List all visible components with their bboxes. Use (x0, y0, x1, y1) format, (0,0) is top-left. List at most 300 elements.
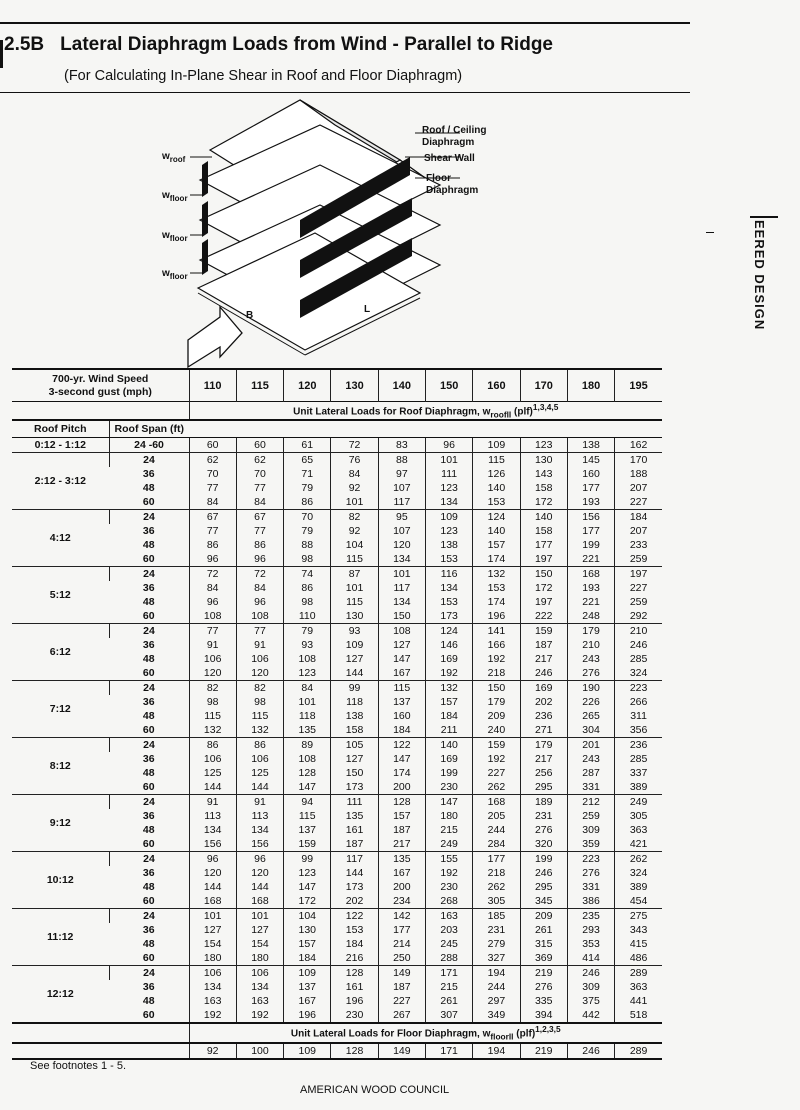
value-cell: 160 (378, 709, 425, 723)
value-cell: 120 (236, 866, 283, 880)
value-cell: 159 (520, 624, 567, 639)
value-cell: 128 (378, 795, 425, 810)
value-cell: 276 (520, 980, 567, 994)
value-cell: 140 (520, 510, 567, 525)
value-cell: 276 (567, 866, 614, 880)
value-cell: 84 (189, 581, 236, 595)
value-cell: 249 (426, 837, 473, 852)
value-cell: 70 (189, 467, 236, 481)
value-cell: 106 (189, 966, 236, 981)
value-cell: 250 (378, 951, 425, 966)
value-cell: 101 (189, 909, 236, 924)
value-cell: 86 (189, 538, 236, 552)
span-cell: 36 (142, 525, 155, 538)
table-row (12, 581, 662, 595)
value-cell: 216 (331, 951, 378, 966)
value-cell: 196 (331, 994, 378, 1008)
span-cell: 24 (109, 681, 189, 696)
value-cell: 79 (284, 524, 331, 538)
value-cell: 143 (520, 467, 567, 481)
pitch-cell: 4:12 (12, 510, 109, 567)
value-cell: 120 (378, 538, 425, 552)
value-cell: 60 (189, 438, 236, 453)
value-cell: 147 (426, 795, 473, 810)
value-cell: 217 (520, 652, 567, 666)
value-cell: 144 (189, 880, 236, 894)
value-cell: 153 (473, 581, 520, 595)
value-cell: 158 (331, 723, 378, 738)
value-cell: 486 (615, 951, 662, 966)
value-cell: 246 (520, 666, 567, 681)
floor-value-cell: 128 (331, 1043, 378, 1059)
value-cell: 227 (378, 994, 425, 1008)
value-cell: 159 (284, 837, 331, 852)
value-cell: 287 (567, 766, 614, 780)
value-cell: 169 (426, 752, 473, 766)
value-cell: 92 (331, 524, 378, 538)
value-cell: 144 (331, 866, 378, 880)
w-letter: w (162, 268, 170, 279)
floor-value-cell: 149 (378, 1043, 425, 1059)
value-cell: 454 (615, 894, 662, 909)
value-cell: 163 (236, 994, 283, 1008)
value-cell: 389 (615, 780, 662, 795)
value-cell: 98 (284, 595, 331, 609)
value-cell: 108 (236, 609, 283, 624)
value-cell: 135 (284, 723, 331, 738)
pitch-cell: 12:12 (12, 966, 109, 1024)
value-cell: 179 (567, 624, 614, 639)
value-cell: 79 (284, 481, 331, 495)
value-cell: 304 (567, 723, 614, 738)
value-cell: 192 (189, 1008, 236, 1023)
value-cell: 215 (426, 980, 473, 994)
value-cell: 101 (236, 909, 283, 924)
value-cell: 259 (615, 595, 662, 609)
wind-speed-label-1: 700-yr. Wind Speed (52, 372, 149, 385)
value-cell: 256 (520, 766, 567, 780)
value-cell: 84 (236, 581, 283, 595)
value-cell: 174 (473, 552, 520, 567)
speed-cell: 130 (331, 369, 378, 402)
value-cell: 116 (426, 567, 473, 582)
floor-value-cell: 92 (189, 1043, 236, 1059)
value-cell: 101 (331, 495, 378, 510)
table-row (12, 852, 662, 867)
span-cell: 60 (142, 553, 155, 566)
value-cell: 230 (426, 780, 473, 795)
span-cell: 48 (142, 767, 155, 780)
value-cell: 284 (473, 837, 520, 852)
span-cell: 60 (142, 781, 155, 794)
value-cell: 106 (189, 752, 236, 766)
value-cell: 236 (520, 709, 567, 723)
value-cell: 147 (284, 880, 331, 894)
value-cell: 315 (520, 937, 567, 951)
label-w-floor-3 (162, 268, 188, 281)
value-cell: 60 (236, 438, 283, 453)
value-cell: 211 (426, 723, 473, 738)
value-cell: 109 (473, 438, 520, 453)
organization: AMERICAN WOOD COUNCIL (300, 1084, 450, 1096)
value-cell: 192 (473, 752, 520, 766)
span-cell: 36 (142, 810, 155, 823)
pitch-cell: 0:12 - 1:12 (12, 438, 109, 453)
value-cell: 117 (378, 581, 425, 595)
value-cell: 70 (236, 467, 283, 481)
value-cell: 70 (284, 510, 331, 525)
value-cell: 84 (236, 495, 283, 510)
label-dim-b: B (246, 310, 254, 321)
value-cell: 77 (236, 524, 283, 538)
floor-value-cell: 100 (236, 1043, 283, 1059)
value-cell: 156 (189, 837, 236, 852)
value-cell: 307 (426, 1008, 473, 1023)
value-cell: 240 (473, 723, 520, 738)
value-cell: 324 (615, 866, 662, 880)
value-cell: 199 (520, 852, 567, 867)
value-cell: 94 (284, 795, 331, 810)
value-cell: 293 (567, 923, 614, 937)
value-cell: 127 (331, 652, 378, 666)
value-cell: 209 (520, 909, 567, 924)
value-cell: 207 (615, 524, 662, 538)
value-cell: 201 (567, 738, 614, 753)
value-cell: 130 (331, 609, 378, 624)
table-row (12, 880, 662, 894)
value-cell: 188 (615, 467, 662, 481)
value-cell: 82 (189, 681, 236, 696)
value-cell: 202 (520, 695, 567, 709)
value-cell: 115 (284, 809, 331, 823)
value-cell: 214 (378, 937, 425, 951)
value-cell: 209 (473, 709, 520, 723)
label-w-roof (162, 151, 185, 164)
value-cell: 111 (331, 795, 378, 810)
w-sub-floor: floor (169, 234, 188, 243)
value-cell: 172 (520, 495, 567, 510)
value-cell: 88 (378, 453, 425, 468)
value-cell: 147 (378, 652, 425, 666)
value-cell: 156 (567, 510, 614, 525)
value-cell: 108 (189, 609, 236, 624)
value-cell: 223 (567, 852, 614, 867)
value-cell: 192 (236, 1008, 283, 1023)
value-cell: 193 (567, 495, 614, 510)
value-cell: 84 (189, 495, 236, 510)
speed-cell: 140 (378, 369, 425, 402)
table-title: Lateral Diaphragm Loads from Wind - Parallel to Ridge (60, 34, 553, 55)
value-cell: 140 (473, 524, 520, 538)
value-cell: 98 (189, 695, 236, 709)
value-cell: 189 (520, 795, 567, 810)
label-diaphragm-1: Diaphragm (422, 137, 475, 148)
value-cell: 197 (520, 595, 567, 609)
value-cell: 363 (615, 980, 662, 994)
value-cell: 172 (284, 894, 331, 909)
table-row (12, 809, 662, 823)
table-row (12, 738, 662, 753)
table-row (12, 495, 662, 510)
floor-values-row (12, 1043, 662, 1059)
roof-heading-text: Unit Lateral Loads for Roof Diaphragm, w (293, 406, 491, 418)
value-cell: 324 (615, 666, 662, 681)
value-cell: 127 (189, 923, 236, 937)
value-cell: 248 (567, 609, 614, 624)
value-cell: 353 (567, 937, 614, 951)
value-cell: 134 (236, 823, 283, 837)
value-cell: 305 (473, 894, 520, 909)
value-cell: 207 (615, 481, 662, 495)
value-cell: 169 (426, 652, 473, 666)
value-cell: 86 (236, 538, 283, 552)
value-cell: 145 (567, 453, 614, 468)
w-sub-floor: floor (169, 272, 188, 281)
value-cell: 203 (426, 923, 473, 937)
span-cell: 24 -60 (109, 438, 189, 453)
value-cell: 518 (615, 1008, 662, 1023)
value-cell: 150 (520, 567, 567, 582)
value-cell: 123 (284, 666, 331, 681)
value-cell: 180 (189, 951, 236, 966)
value-cell: 106 (189, 652, 236, 666)
table-row (12, 467, 662, 481)
span-cell: 48 (142, 539, 155, 552)
value-cell: 96 (236, 552, 283, 567)
value-cell: 106 (236, 966, 283, 981)
value-cell: 150 (473, 681, 520, 696)
value-cell: 288 (426, 951, 473, 966)
value-cell: 77 (189, 624, 236, 639)
value-cell: 215 (426, 823, 473, 837)
value-cell: 96 (426, 438, 473, 453)
value-cell: 98 (236, 695, 283, 709)
value-cell: 174 (378, 766, 425, 780)
margin-dash (706, 232, 714, 233)
value-cell: 177 (567, 481, 614, 495)
pitch-cell: 11:12 (12, 909, 109, 966)
value-cell: 196 (284, 1008, 331, 1023)
value-cell: 179 (520, 738, 567, 753)
label-roof-ceiling: Roof / Ceiling (422, 125, 487, 136)
value-cell: 115 (236, 709, 283, 723)
value-cell: 244 (473, 980, 520, 994)
value-cell: 76 (331, 453, 378, 468)
label-floor: Floor (426, 173, 451, 184)
value-cell: 295 (520, 880, 567, 894)
value-cell: 179 (473, 695, 520, 709)
value-cell: 107 (378, 481, 425, 495)
span-cell: 24 (109, 909, 189, 924)
table-row (12, 481, 662, 495)
value-cell: 199 (426, 766, 473, 780)
value-cell: 147 (284, 780, 331, 795)
value-cell: 261 (426, 994, 473, 1008)
wind-load-table (12, 368, 662, 1060)
table-row (12, 837, 662, 852)
value-cell: 162 (615, 438, 662, 453)
value-cell: 218 (473, 866, 520, 880)
value-cell: 86 (236, 738, 283, 753)
value-cell: 104 (331, 538, 378, 552)
value-cell: 187 (378, 823, 425, 837)
speed-cell: 160 (473, 369, 520, 402)
value-cell: 115 (331, 552, 378, 567)
value-cell: 276 (520, 823, 567, 837)
span-cell: 24 (109, 738, 189, 753)
value-cell: 126 (473, 467, 520, 481)
value-cell: 67 (236, 510, 283, 525)
value-cell: 262 (473, 780, 520, 795)
span-cell: 36 (142, 753, 155, 766)
span-cell: 48 (142, 824, 155, 837)
value-cell: 243 (567, 652, 614, 666)
value-cell: 217 (378, 837, 425, 852)
table-body (12, 369, 662, 1059)
value-cell: 160 (567, 467, 614, 481)
value-cell: 117 (378, 495, 425, 510)
value-cell: 135 (331, 809, 378, 823)
value-cell: 125 (189, 766, 236, 780)
blank-cell (189, 420, 662, 438)
value-cell: 245 (426, 937, 473, 951)
value-cell: 157 (473, 538, 520, 552)
value-cell: 292 (615, 609, 662, 624)
span-cell: 24 (109, 966, 189, 981)
value-cell: 227 (615, 495, 662, 510)
floor-heading-sup: 1,2,3,5 (535, 1024, 561, 1035)
value-cell: 442 (567, 1008, 614, 1023)
value-cell: 82 (236, 681, 283, 696)
pitch-cell: 8:12 (12, 738, 109, 795)
pitch-cell: 2:12 - 3:12 (12, 453, 109, 510)
value-cell: 130 (520, 453, 567, 468)
value-cell: 389 (615, 880, 662, 894)
value-cell: 134 (378, 595, 425, 609)
value-cell: 84 (331, 467, 378, 481)
value-cell: 262 (615, 852, 662, 867)
page-subtitle: (For Calculating In-Plane Shear in Roof and Floor Diaphragm) (64, 68, 463, 84)
value-cell: 104 (284, 909, 331, 924)
value-cell: 117 (331, 852, 378, 867)
value-cell: 86 (284, 495, 331, 510)
value-cell: 335 (520, 994, 567, 1008)
column-header-row (12, 420, 662, 438)
value-cell: 153 (426, 595, 473, 609)
value-cell: 118 (331, 695, 378, 709)
span-cell: 24 (109, 795, 189, 810)
table-row (12, 595, 662, 609)
speed-cell: 150 (426, 369, 473, 402)
table-row (12, 638, 662, 652)
value-cell: 79 (284, 624, 331, 639)
value-cell: 375 (567, 994, 614, 1008)
value-cell: 177 (378, 923, 425, 937)
value-cell: 196 (473, 609, 520, 624)
value-cell: 221 (567, 552, 614, 567)
value-cell: 295 (520, 780, 567, 795)
span-cell: 24 (109, 510, 189, 525)
floor-heading (189, 1023, 662, 1042)
value-cell: 105 (331, 738, 378, 753)
value-cell: 108 (284, 752, 331, 766)
value-cell: 88 (284, 538, 331, 552)
value-cell: 134 (426, 581, 473, 595)
label-w-floor-1 (162, 190, 188, 203)
value-cell: 123 (426, 481, 473, 495)
value-cell: 192 (426, 666, 473, 681)
value-cell: 96 (189, 552, 236, 567)
value-cell: 227 (615, 581, 662, 595)
value-cell: 345 (520, 894, 567, 909)
value-cell: 227 (473, 766, 520, 780)
label-shear-wall: Shear Wall (424, 153, 475, 164)
value-cell: 173 (426, 609, 473, 624)
speed-cell: 170 (520, 369, 567, 402)
value-cell: 141 (473, 624, 520, 639)
value-cell: 236 (615, 738, 662, 753)
table-row (12, 453, 662, 468)
table-row (12, 510, 662, 525)
span-cell: 60 (142, 610, 155, 623)
value-cell: 120 (189, 866, 236, 880)
span-cell: 60 (142, 838, 155, 851)
value-cell: 106 (236, 652, 283, 666)
value-cell: 142 (378, 909, 425, 924)
value-cell: 337 (615, 766, 662, 780)
span-cell: 60 (142, 724, 155, 737)
speed-cell: 110 (189, 369, 236, 402)
value-cell: 187 (331, 837, 378, 852)
value-cell: 71 (284, 467, 331, 481)
floor-heading-sub: floorll (490, 1031, 514, 1042)
value-cell: 128 (331, 966, 378, 981)
value-cell: 77 (236, 624, 283, 639)
table-row (12, 923, 662, 937)
value-cell: 184 (378, 723, 425, 738)
value-cell: 153 (426, 552, 473, 567)
span-cell: 60 (142, 496, 155, 509)
roof-heading-row (12, 402, 662, 421)
value-cell: 108 (284, 652, 331, 666)
value-cell: 115 (378, 681, 425, 696)
table-row (12, 624, 662, 639)
label-diaphragm-2: Diaphragm (426, 185, 479, 196)
value-cell: 158 (520, 524, 567, 538)
value-cell: 101 (284, 695, 331, 709)
value-cell: 122 (378, 738, 425, 753)
value-cell: 222 (520, 609, 567, 624)
value-cell: 156 (236, 837, 283, 852)
value-cell: 262 (473, 880, 520, 894)
wind-speed-label (12, 369, 189, 402)
value-cell: 169 (520, 681, 567, 696)
table-row (12, 866, 662, 880)
w-letter: w (162, 190, 170, 201)
value-cell: 150 (378, 609, 425, 624)
value-cell: 91 (236, 638, 283, 652)
value-cell: 197 (520, 552, 567, 567)
value-cell: 168 (236, 894, 283, 909)
value-cell: 289 (615, 966, 662, 981)
value-cell: 93 (284, 638, 331, 652)
value-cell: 356 (615, 723, 662, 738)
span-cell: 24 (109, 567, 189, 582)
value-cell: 113 (189, 809, 236, 823)
floor-heading-row (12, 1023, 662, 1042)
value-cell: 101 (378, 567, 425, 582)
value-cell: 171 (426, 966, 473, 981)
